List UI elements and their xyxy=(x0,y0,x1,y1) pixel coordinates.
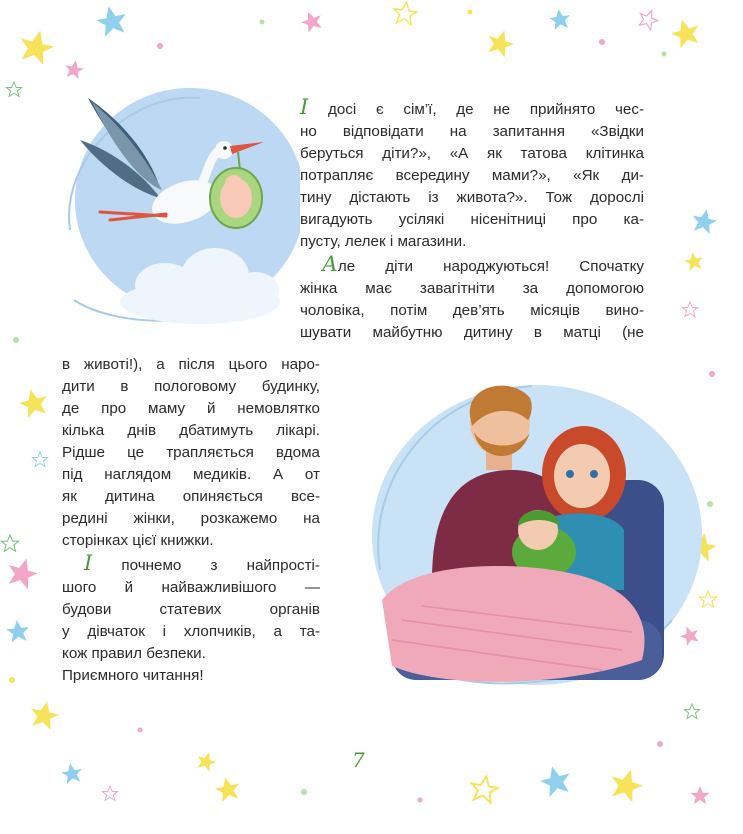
paragraph-line: дити в пологовому будинку, xyxy=(62,378,320,395)
paragraph-line: шого й найважливішого — xyxy=(62,579,320,596)
paragraph-line: Приємного читання! xyxy=(62,667,204,684)
paragraph-line: но відповідати на запитання «Звідки xyxy=(300,123,644,140)
paragraph-line: Але діти народжуються! Спочатку xyxy=(322,252,644,276)
drop-cap: І xyxy=(84,551,93,575)
intro-text-block xyxy=(300,96,644,344)
star-icon xyxy=(102,786,117,800)
drop-cap: А xyxy=(322,252,338,276)
star-icon xyxy=(1,535,18,551)
family-illustration xyxy=(362,370,702,700)
paragraph-line: потрапляє всередину мами?», «Як ди- xyxy=(300,167,644,184)
stork-illustration xyxy=(50,80,300,340)
paragraph-line: кілька днів дбатимуть лікарі. xyxy=(62,422,320,439)
paragraph-line: вигадують усілякі нісенітниці про ка- xyxy=(300,211,644,228)
star-icon xyxy=(63,59,85,80)
star-icon xyxy=(690,207,719,235)
star-icon xyxy=(16,26,57,66)
star-icon xyxy=(392,1,418,26)
paragraph-line: під наглядом медиків. А от xyxy=(62,466,320,483)
star-icon xyxy=(548,8,571,31)
star-icon xyxy=(484,27,517,59)
paragraph-line: І досі є сім’ї, де не прийнято чес- xyxy=(300,95,644,119)
paragraph-line: І почнемо з найпрості- xyxy=(84,551,320,575)
paragraph-line: тину дістають із живота?». Тож дорослі xyxy=(300,189,644,206)
paragraph-line: беруться діти?», «А як татова клітинка xyxy=(300,145,644,162)
star-icon xyxy=(32,452,47,466)
continued-text-block xyxy=(62,354,320,687)
star-icon xyxy=(4,554,41,590)
star-icon xyxy=(469,774,500,804)
star-icon xyxy=(699,591,716,607)
page-number: 7 xyxy=(352,748,365,772)
star-icon xyxy=(6,82,21,96)
star-icon xyxy=(213,775,242,803)
paragraph-line: шувати майбутню дитину в матці (не xyxy=(300,324,644,341)
star-icon xyxy=(683,251,705,272)
star-icon xyxy=(684,704,699,718)
star-icon xyxy=(298,8,324,34)
paragraph-line: редині жінки, розкажемо на xyxy=(62,510,320,527)
paragraph-line: жінка має завагітніти за допомогою xyxy=(300,280,644,297)
star-icon xyxy=(537,763,574,798)
paragraph-line: в животі!), а після цього наро- xyxy=(62,356,320,373)
star-icon xyxy=(17,386,51,419)
paragraph-line: Рідше це трапляється вдома xyxy=(62,444,320,461)
star-icon xyxy=(668,16,703,50)
star-icon xyxy=(94,3,130,38)
star-icon xyxy=(5,619,30,643)
paragraph-line: чоловіка, потім дев’ять місяців вино- xyxy=(300,302,644,319)
star-icon xyxy=(607,765,647,803)
paragraph-line: як дитина опиняється все- xyxy=(62,488,320,505)
paragraph-line: сторінках цієї книжки. xyxy=(62,532,214,549)
star-icon xyxy=(60,761,84,784)
paragraph-line: будови статевих органів xyxy=(62,601,320,618)
drop-cap: І xyxy=(300,95,309,119)
paragraph-line: пусту, лелек і магазини. xyxy=(300,233,467,250)
paragraph-line: кож правил безпеки. xyxy=(62,645,206,662)
star-icon xyxy=(636,7,660,31)
paragraph-line: де про маму й немовлятко xyxy=(62,400,320,417)
star-icon xyxy=(682,302,697,316)
paragraph-line: у дівчаток і хлопчиків, а та- xyxy=(62,623,320,640)
star-icon xyxy=(194,750,218,773)
star-icon xyxy=(28,698,62,730)
star-icon xyxy=(691,786,710,804)
